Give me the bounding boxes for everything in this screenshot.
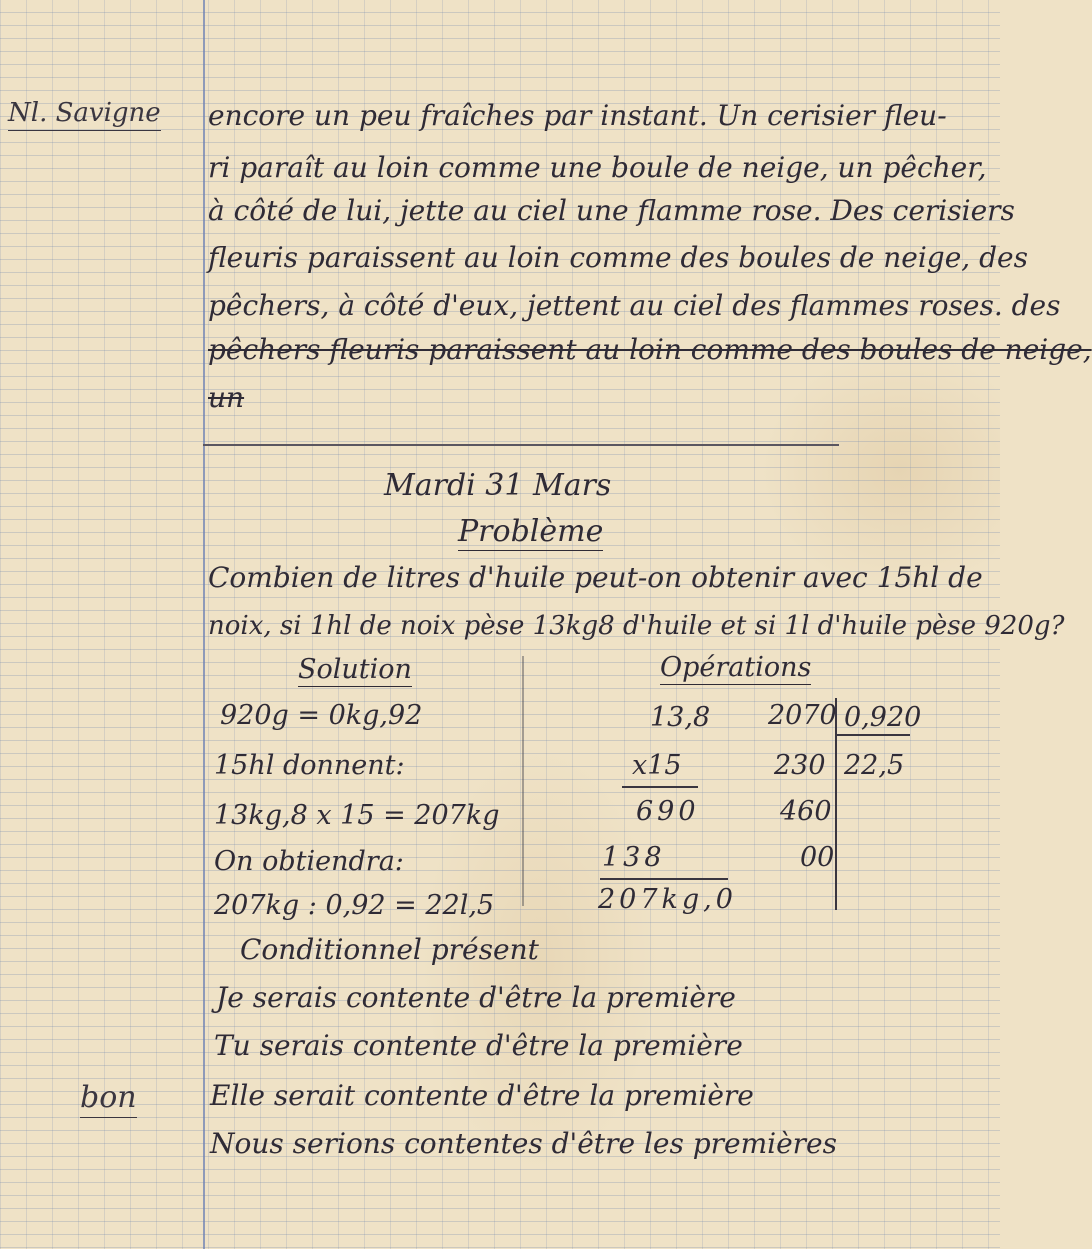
paragraph-line: ri paraît au loin comme une boule de neige, un pêcher, (208, 151, 987, 184)
division-dividend: 2070 (768, 700, 837, 731)
paragraph-line: à côté de lui, jette au ciel une flamme rose. Des cerisiers (208, 194, 1015, 227)
problem-heading: Problème (458, 514, 604, 549)
conjugation-line: Tu serais contente d'être la première (214, 1029, 743, 1062)
date-heading: Mardi 31 Mars (384, 468, 612, 503)
multiplication-partial: 138 (602, 842, 666, 873)
paragraph-line: encore un peu fraîches par instant. Un cerisier fleu- (208, 99, 947, 132)
division-step: 230 (774, 750, 826, 781)
conjugation-line: Je serais contente d'être la première (216, 981, 736, 1014)
paragraph-line: fleuris paraissent au loin comme des boules de neige, des (208, 241, 1028, 274)
solution-line: On obtiendra: (214, 846, 404, 877)
multiplication-operator: x15 (632, 750, 682, 781)
margin-line (203, 0, 205, 1249)
solution-line: 920g = 0kg,92 (220, 700, 423, 731)
margin-grade: bon (80, 1080, 137, 1118)
section-separator (203, 444, 839, 446)
conjugation-line: Elle serait contente d'être la première (210, 1079, 754, 1112)
solution-line: 13kg,8 x 15 = 207kg (214, 800, 500, 831)
column-divider (522, 656, 524, 906)
multiplication-rule (622, 786, 698, 788)
margin-student-name: Nl. Savigne (8, 98, 161, 131)
paragraph-line-struck: un (208, 381, 245, 414)
paragraph-line-struck: pêchers fleuris paraissent au loin comme des boules de neige, (208, 333, 1092, 366)
division-step: 460 (780, 796, 832, 827)
division-divisor: 0,920 (844, 702, 922, 733)
multiplication-rule (600, 878, 728, 880)
multiplication-result: 207kg,0 (598, 884, 737, 915)
problem-statement-line: noix, si 1hl de noix pèse 13kg8 d'huile et si 1l d'huile pèse 920g? (208, 611, 1065, 641)
paragraph-line: pêchers, à côté d'eux, jettent au ciel des flammes roses. des (208, 289, 1061, 322)
operations-heading: Opérations (660, 652, 812, 683)
multiplication-partial: 690 (636, 796, 700, 827)
conjugation-line: Nous serions contentes d'être les premières (210, 1127, 837, 1160)
division-step: 00 (800, 842, 835, 873)
conjugation-heading: Conditionnel présent (240, 933, 539, 966)
multiplication-operand: 13,8 (650, 702, 711, 733)
solution-line: 207kg : 0,92 = 22l,5 (214, 890, 495, 921)
problem-statement-line: Combien de litres d'huile peut-on obtenir avec 15hl de (208, 561, 983, 594)
solution-line: 15hl donnent: (214, 750, 405, 781)
division-rule (836, 734, 910, 736)
solution-heading: Solution (298, 654, 412, 685)
division-quotient: 22,5 (844, 750, 905, 781)
